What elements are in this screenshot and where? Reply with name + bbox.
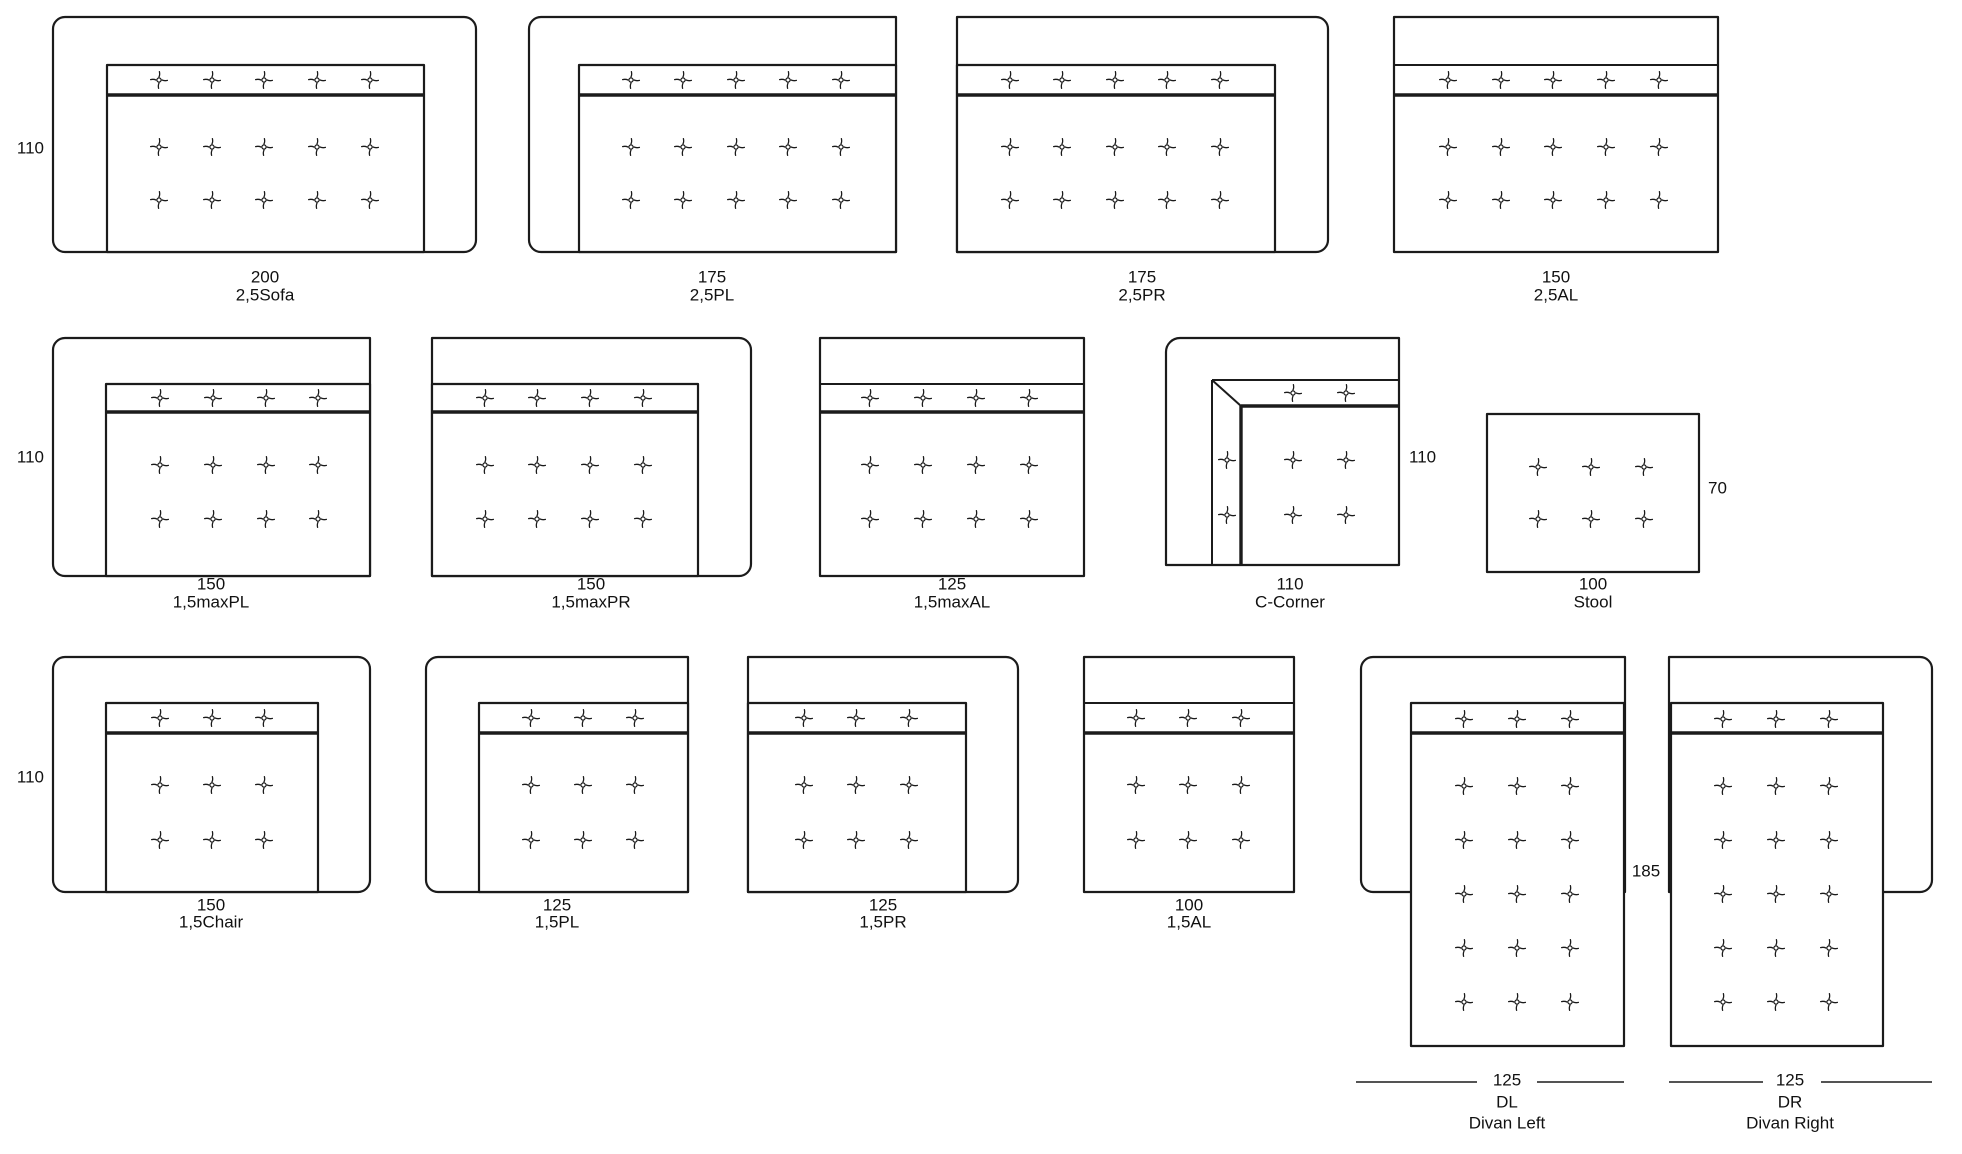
module-outline: [1487, 414, 1699, 572]
module-dimension-label: 125: [1775, 1070, 1805, 1090]
module-divan-right: [1669, 657, 1932, 1132]
module-name-label: 1,5maxAL: [913, 592, 991, 612]
module-name-label: 1,5PR: [859, 912, 907, 932]
module-name-label: 2,5PL: [689, 285, 735, 305]
dimension-label-row3-depth: 110: [16, 767, 44, 787]
module-2-5pr: [957, 17, 1328, 304]
module-divan-left: [1356, 657, 1625, 1132]
module-name-label: 1,5maxPR: [551, 592, 631, 612]
module-2-5pl: [529, 17, 896, 304]
module-dimension-label: 100: [1174, 895, 1204, 915]
seat-outline: [957, 65, 1275, 252]
module-name-label: 1,5maxPL: [172, 592, 250, 612]
module-1-5chair: [53, 657, 370, 931]
module-name-label: 1,5Chair: [178, 912, 244, 932]
module-name-label: Divan Right: [1746, 1113, 1834, 1133]
module-dimension-label: 200: [250, 267, 280, 287]
module-outline: [1084, 657, 1294, 892]
seat-outline: [107, 65, 424, 252]
module-name-label: 2,5PR: [1118, 285, 1166, 305]
module-1-5pl: [426, 657, 688, 931]
module-dimension-label: 100: [1578, 574, 1608, 594]
dimension-label-stool-depth: 70: [1708, 478, 1727, 498]
module-2-5sofa: [53, 17, 476, 304]
module-dimension-label: 125: [937, 574, 967, 594]
module-dimension-label: 175: [697, 267, 727, 287]
module-1-5al: [1084, 657, 1294, 931]
module-dimension-label: 175: [1127, 267, 1157, 287]
module-dimension-label: 125: [868, 895, 898, 915]
module-outline: [820, 338, 1084, 576]
module-dimension-label: 150: [576, 574, 606, 594]
module-1-5maxpr: [432, 338, 751, 611]
module-dimension-label: 110: [1276, 574, 1304, 594]
module-name-label: 1,5PL: [534, 912, 580, 932]
module-2-5al: [1394, 17, 1718, 304]
module-stool: [1487, 414, 1699, 611]
module-code-label: DR: [1777, 1092, 1803, 1112]
module-name-label: 2,5AL: [1533, 285, 1579, 305]
dimension-label-divan-length: 185: [1631, 861, 1661, 881]
seat-outline: [579, 65, 896, 252]
modules-layer: [53, 17, 1932, 1132]
module-name-label: C-Corner: [1255, 592, 1325, 612]
dimension-label-row1-depth: 110: [16, 138, 44, 158]
module-name-label: Divan Left: [1468, 1113, 1546, 1133]
module-c-corner: [1166, 338, 1399, 611]
module-1-5maxal: [820, 338, 1084, 611]
dimension-label-row2-depth: 110: [16, 447, 44, 467]
module-dimension-label: 150: [196, 895, 226, 915]
module-dimension-label: 150: [196, 574, 226, 594]
module-dimension-label: 125: [1492, 1070, 1522, 1090]
module-outline: [1394, 17, 1718, 252]
module-1-5pr: [748, 657, 1018, 931]
module-outline: [1166, 338, 1399, 565]
module-name-label: 2,5Sofa: [235, 285, 295, 305]
module-name-label: Stool: [1573, 592, 1613, 612]
module-code-label: DL: [1496, 1092, 1518, 1112]
module-dimension-label: 150: [1541, 267, 1571, 287]
module-1-5maxpl: [53, 338, 370, 611]
dimension-label-c-corner-depth: 110: [1409, 447, 1437, 467]
module-name-label: 1,5AL: [1166, 912, 1212, 932]
module-dimension-label: 125: [542, 895, 572, 915]
